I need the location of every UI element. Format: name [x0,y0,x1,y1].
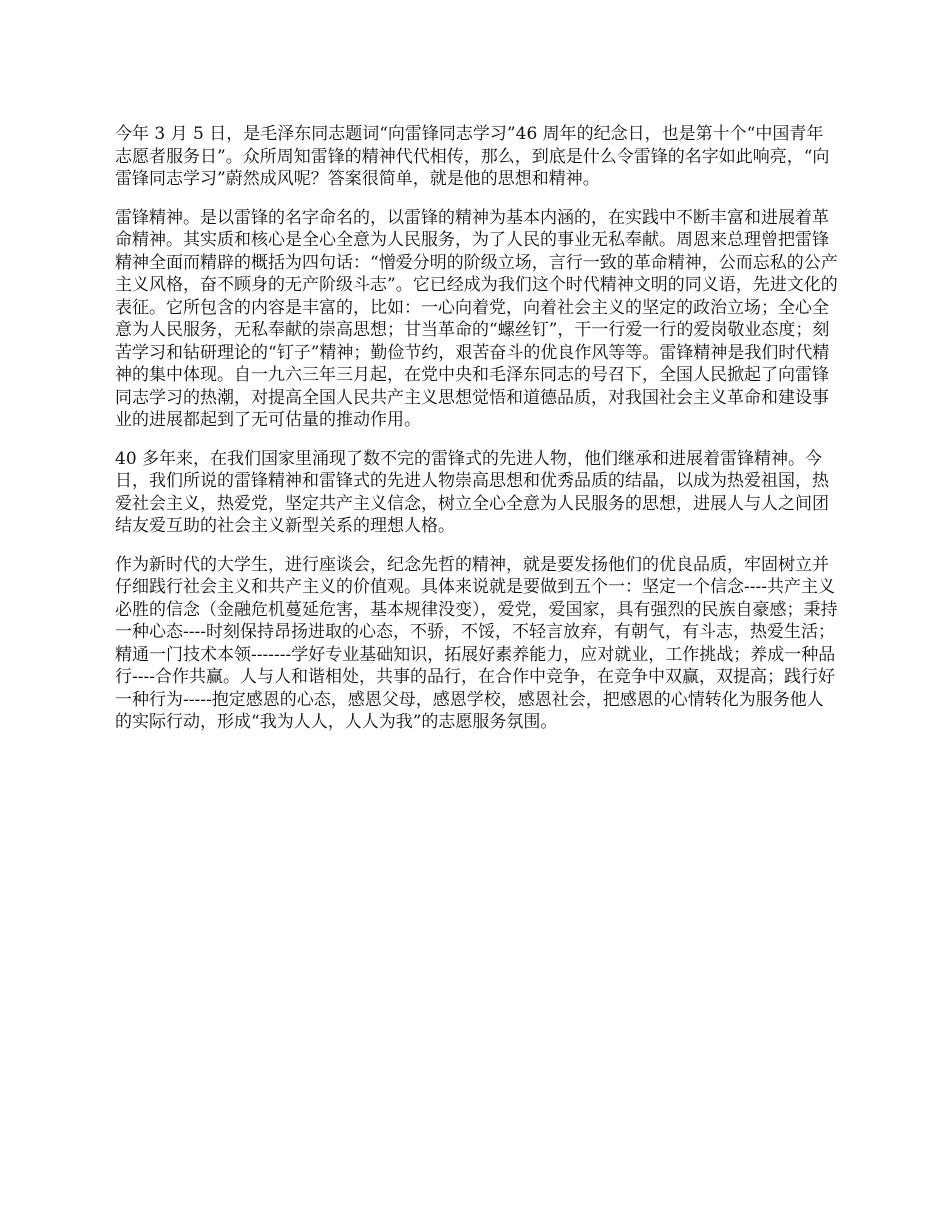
paragraph-4: 作为新时代的大学生，进行座谈会，纪念先哲的精神，就是要发扬他们的优良品质，牢固树立并仔细践行社会主义和共产主义的价值观。具体来说就是要做到五个一：坚定一个信念----共产主义必胜的信念（金融危机蔓延危害，基本规律没变），爱党，爱国家，具有强烈的民族自豪感；秉持一种心态----时刻保持昂扬进取的心态，不骄，不馁，不轻言放弃，有朝气，有斗志，热爱生活；精通一门技术本领-------学好专业基础知识，拓展好素养能力，应对就业，工作挑战；养成一种品行----合作共赢。人与人和谐相处，共事的品行，在合作中竞争，在竞争中双赢，双提高；践行好一种行为-----抱定感恩的心态，感恩父母，感恩学校，感恩社会，把感恩的心情转化为服务他人的实际行动，形成“我为人人，人人为我”的志愿服务氛围。 [115,554,838,732]
document-body [115,123,840,750]
paragraph-1: 今年 3 月 5 日，是毛泽东同志题词“向雷锋同志学习”46 周年的纪念日，也是第十个“中国青年志愿者服务日”。众所周知雷锋的精神代代相传，那么，到底是什么令雷锋的名字如此响亮，“向雷锋同志学习”蔚然成风呢？答案很简单，就是他的思想和精神。 [115,124,830,189]
paragraph-2: 雷锋精神。是以雷锋的名字命名的，以雷锋的精神为基本内涵的，在实践中不断丰富和进展着革命精神。其实质和核心是全心全意为人民服务，为了人民的事业无私奉献。周恩来总理曾把雷锋精神全面而精辟的概括为四句话：“憎爱分明的阶级立场，言行一致的革命精神，公而忘私的公产主义风格，奋不顾身的无产阶级斗志”。它已经成为我们这个时代精神文明的同义语，先进文化的表征。它所包含的内容是丰富的，比如：一心向着党，向着社会主义的坚定的政治立场；全心全意为人民服务，无私奉献的崇高思想；甘当革命的“螺丝钉”，干一行爱一行的爱岗敬业态度；刻苦学习和钻研理论的“钉子”精神；勤俭节约，艰苦奋斗的优良作风等等。雷锋精神是我们时代精神的集中体现。自一九六三年三月起，在党中央和毛泽东同志的号召下，全国人民掀起了向雷锋同志学习的热潮，对提高全国人民共产主义思想觉悟和道德品质，对我国社会主义革命和建设事业的进展都起到了无可估量的推动作用。 [115,207,838,430]
paragraph-3: 40 多年来，在我们国家里涌现了数不完的雷锋式的先进人物，他们继承和进展着雷锋精神。今日，我们所说的雷锋精神和雷锋式的先进人物崇高思想和优秀品质的结晶，以成为热爱祖国，热爱社会主义，热爱党，坚定共产主义信念，树立全心全意为人民服务的思想，进展人与人之间团结友爱互助的社会主义新型关系的理想人格。 [115,448,829,536]
